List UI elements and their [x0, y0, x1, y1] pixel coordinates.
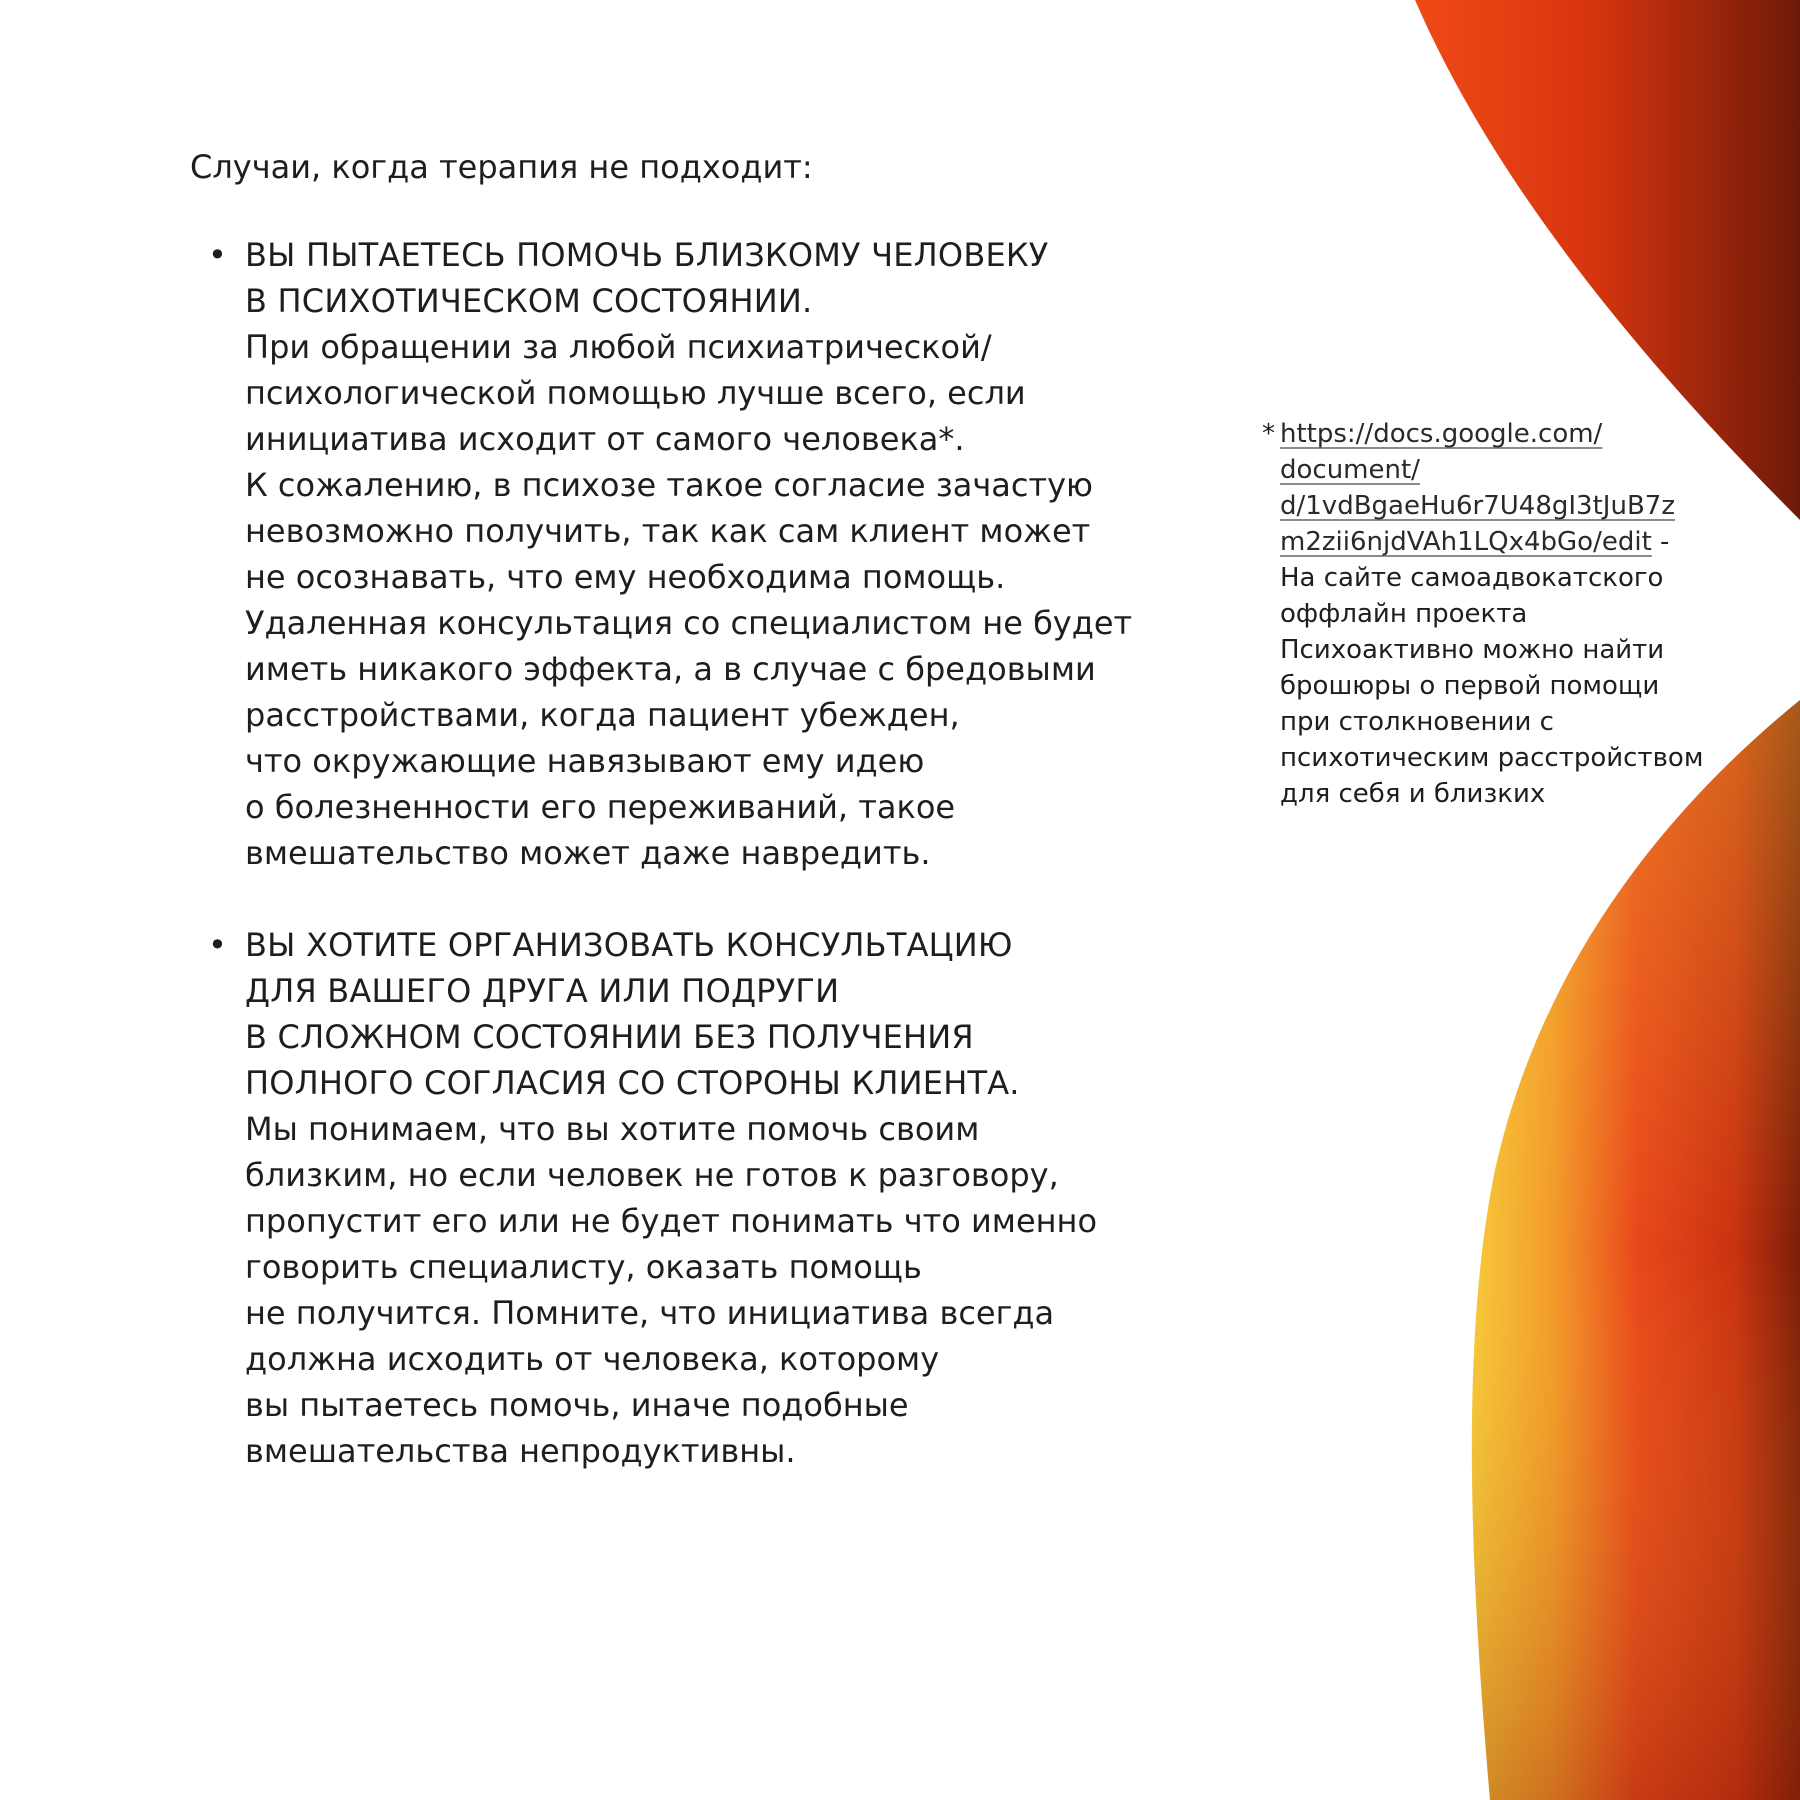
- footnote-separator: -: [1651, 527, 1670, 557]
- footnote-marker: *: [1262, 419, 1275, 449]
- list-item: [190, 232, 1190, 876]
- case-description: При обращении за любой психиатрической/ психологической помощью лучше всего, если инициатива исходит от самого человека*. К сожалению, в психозе такое согласие зачастую невозможно получить, так как сам клиент может не осознавать, что ему необходима помощь. Удаленная консультация со специалистом не будет иметь никакого эффекта, а в случае с бредовыми расстройствами, когда пациент убежден, что окружающие навязывают ему идею о болезненности его переживаний, такое вмешательство может даже навредить.: [245, 328, 1133, 872]
- footnote: [1262, 416, 1742, 812]
- footnote-body: На сайте самоадвокатского оффлайн проекта Психоактивно можно найти брошюры о первой помощи при столкновении с психотическим расстройством для себя и близких: [1280, 563, 1704, 809]
- main-content: [190, 144, 1190, 1474]
- list-item: [190, 922, 1190, 1474]
- case-description: Мы понимаем, что вы хотите помочь своим близким, но если человек не готов к разговору, пропустит его или не будет понимать что именно говорить специалисту, оказать помощь не получится. Помните, что инициатива всегда должна исходить от человека, которому вы пытаетесь помочь, иначе подобные вмешательства непродуктивны.: [245, 1110, 1098, 1470]
- footnote-text: [1280, 416, 1742, 812]
- flame-bottom-shade: [1472, 700, 1800, 1800]
- case-heading: ВЫ ПЫТАЕТЕСЬ ПОМОЧЬ БЛИЗКОМУ ЧЕЛОВЕКУ В ПСИХОТИЧЕСКОМ СОСТОЯНИИ.: [245, 236, 1049, 320]
- bullet-icon: •: [208, 236, 227, 274]
- intro-heading: Случаи, когда терапия не подходит:: [190, 148, 813, 186]
- footnote-link[interactable]: https://docs.google.com/ document/ d/1vdBgaeHu6r7U48gI3tJuB7z m2zii6njdVAh1LQx4bGo/edit: [1280, 419, 1675, 557]
- bullet-icon: •: [208, 926, 227, 964]
- case-heading: ВЫ ХОТИТЕ ОРГАНИЗОВАТЬ КОНСУЛЬТАЦИЮ ДЛЯ ВАШЕГО ДРУГА ИЛИ ПОДРУГИ В СЛОЖНОМ СОСТОЯНИИ БЕЗ ПОЛУЧЕНИЯ ПОЛНОГО СОГЛАСИЯ СО СТОРОНЫ КЛИЕНТА.: [245, 926, 1020, 1102]
- cases-list: [190, 232, 1190, 1474]
